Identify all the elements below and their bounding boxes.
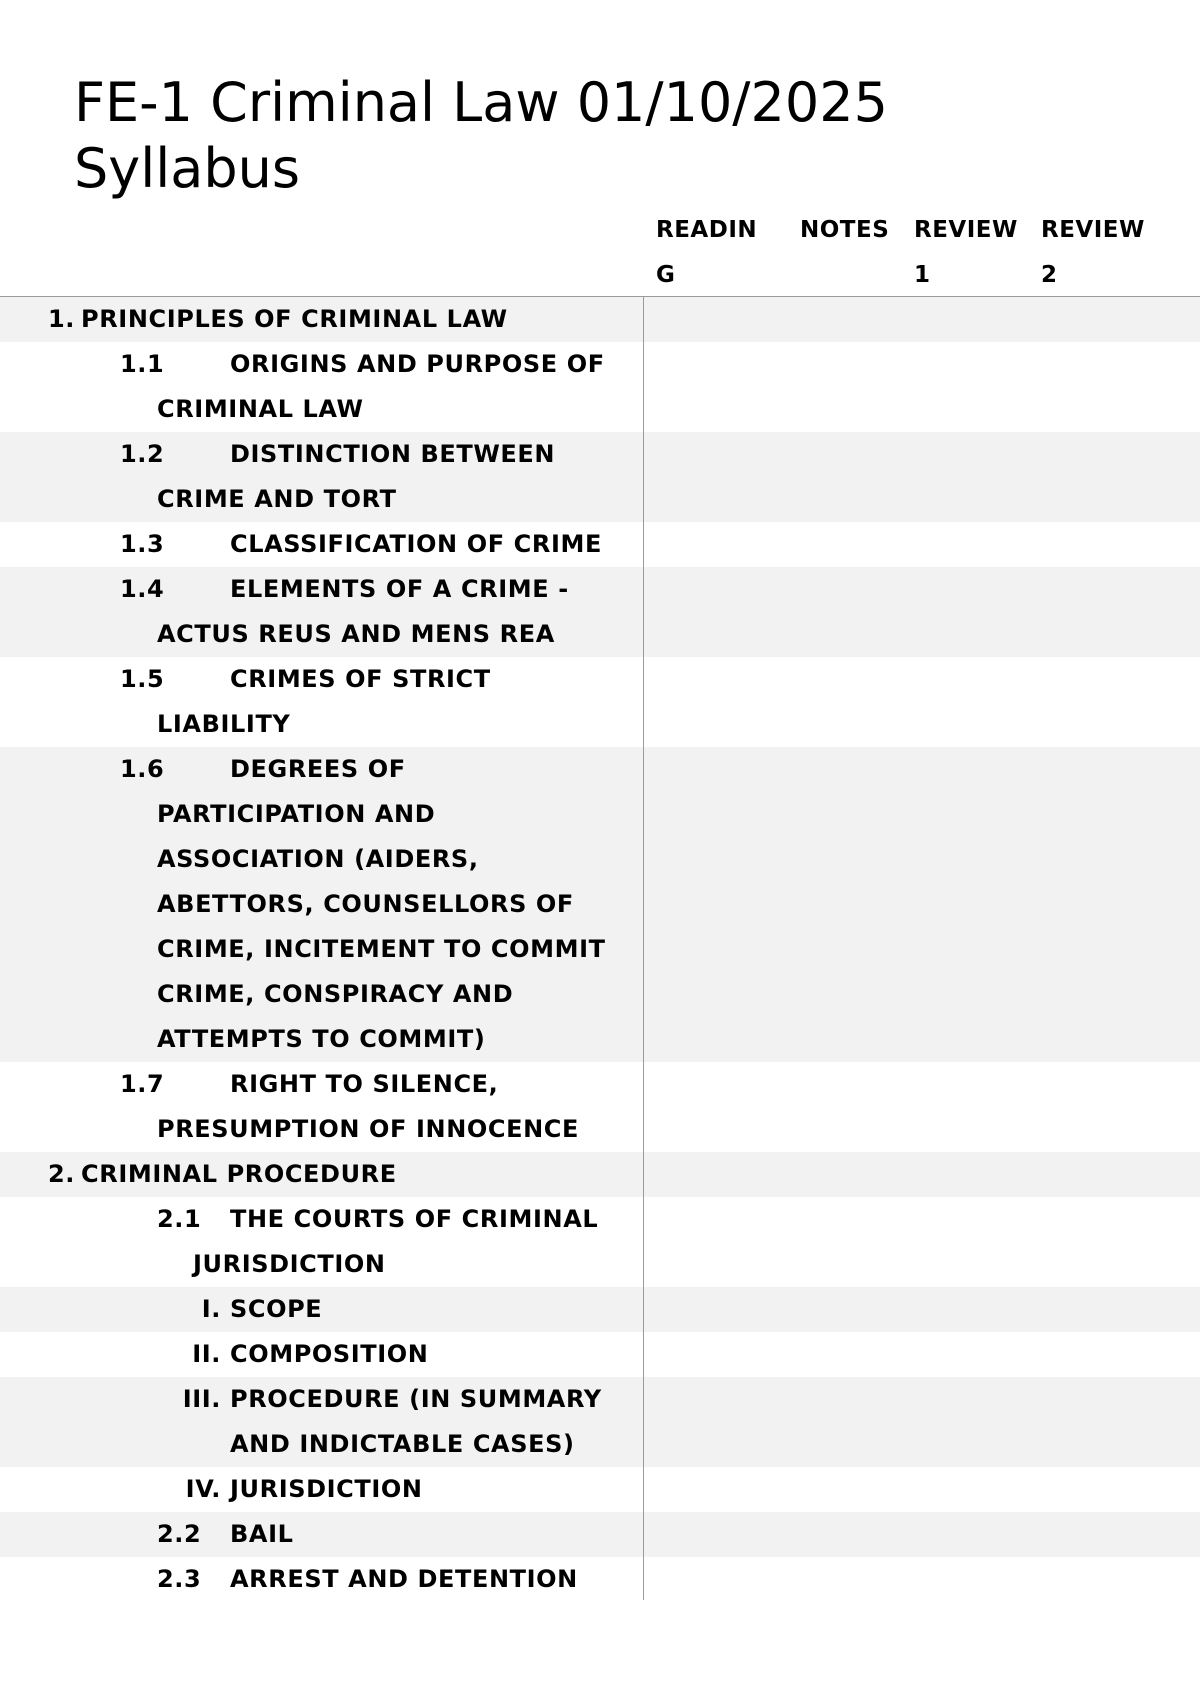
- table-row: [0, 432, 1200, 522]
- syllabus-item: [0, 1557, 643, 1602]
- item-text-line: COMPOSITION: [230, 1340, 429, 1368]
- item-text-line: JURISDICTION: [230, 1475, 423, 1503]
- subitem-number: III.: [182, 1385, 221, 1413]
- table-row: [0, 1377, 1200, 1467]
- item-number: 1.4: [120, 575, 165, 603]
- syllabus-item: [0, 342, 643, 432]
- section-heading: [0, 1152, 643, 1197]
- table-row: [0, 1152, 1200, 1197]
- item-text-line: RIGHT TO SILENCE,: [230, 1070, 499, 1098]
- section-title: PRINCIPLES OF CRIMINAL LAW: [81, 305, 508, 333]
- table-row: [0, 1512, 1200, 1557]
- table-row: [0, 747, 1200, 1062]
- syllabus-item: [0, 567, 643, 657]
- document-title: [74, 70, 1074, 202]
- item-text-line: ARREST AND DETENTION: [230, 1565, 578, 1593]
- item-number: 1.2: [120, 440, 165, 468]
- item-text-line: LIABILITY: [157, 710, 291, 738]
- section-heading: [0, 297, 643, 342]
- column-header-reading: READING: [656, 217, 758, 288]
- item-text-line: CRIMES OF STRICT: [230, 665, 491, 693]
- table-row: [0, 567, 1200, 657]
- item-text-line: BAIL: [230, 1520, 294, 1548]
- item-text-line: ASSOCIATION (AIDERS,: [157, 845, 479, 873]
- table-row: [0, 1062, 1200, 1152]
- section-title: CRIMINAL PROCEDURE: [81, 1160, 397, 1188]
- item-text-line: THE COURTS OF CRIMINAL: [230, 1205, 599, 1233]
- subitem-number: II.: [192, 1340, 221, 1368]
- table-row: [0, 1287, 1200, 1332]
- item-text-line: DEGREES OF: [230, 755, 406, 783]
- syllabus-item: [0, 1062, 643, 1152]
- syllabus-item: [0, 1197, 643, 1287]
- column-divider: [643, 297, 644, 1600]
- column-header-review-2: REVIEW 2: [1041, 217, 1145, 288]
- column-header-notes: NOTES: [800, 217, 890, 243]
- item-text-line: ACTUS REUS AND MENS REA: [157, 620, 555, 648]
- item-number: 1.5: [120, 665, 165, 693]
- syllabus-item: [0, 1512, 643, 1557]
- item-text-line: PROCEDURE (IN SUMMARY: [230, 1385, 602, 1413]
- table-row: [0, 1557, 1200, 1602]
- item-number: 2.2: [157, 1520, 202, 1548]
- table-row: [0, 522, 1200, 567]
- item-text-line: CLASSIFICATION OF CRIME: [230, 530, 602, 558]
- item-number: 2.3: [157, 1565, 202, 1593]
- table-row: [0, 657, 1200, 747]
- syllabus-subitem: [0, 1377, 643, 1467]
- subitem-number: I.: [201, 1295, 221, 1323]
- item-text-line: CRIME, CONSPIRACY AND: [157, 980, 514, 1008]
- item-number: 1.6: [120, 755, 165, 783]
- item-number: 2.1: [157, 1205, 202, 1233]
- syllabus-table: [0, 297, 1200, 1602]
- item-number: 1.3: [120, 530, 165, 558]
- table-row: [0, 1467, 1200, 1512]
- item-text-line: ABETTORS, COUNSELLORS OF: [157, 890, 574, 918]
- table-row: [0, 342, 1200, 432]
- item-text-line: JURISDICTION: [193, 1250, 386, 1278]
- syllabus-subitem: [0, 1467, 643, 1512]
- item-text-line: PARTICIPATION AND: [157, 800, 436, 828]
- section-number: 1.: [48, 305, 76, 333]
- item-text-line: ATTEMPTS TO COMMIT): [157, 1025, 486, 1053]
- title-line-2: Syllabus: [74, 137, 300, 200]
- subitem-number: IV.: [185, 1475, 221, 1503]
- table-row: [0, 1197, 1200, 1287]
- column-header-review-1: REVIEW 1: [914, 217, 1018, 288]
- syllabus-subitem: [0, 1332, 643, 1377]
- syllabus-item: [0, 747, 643, 1062]
- item-text-line: CRIMINAL LAW: [157, 395, 364, 423]
- syllabus-item: [0, 522, 643, 567]
- syllabus-item: [0, 432, 643, 522]
- item-number: 1.7: [120, 1070, 165, 1098]
- item-text-line: AND INDICTABLE CASES): [230, 1430, 575, 1458]
- syllabus-item: [0, 657, 643, 747]
- item-text-line: PRESUMPTION OF INNOCENCE: [157, 1115, 580, 1143]
- syllabus-subitem: [0, 1287, 643, 1332]
- title-line-1: FE-1 Criminal Law 01/10/2025: [74, 71, 888, 134]
- section-number: 2.: [48, 1160, 76, 1188]
- item-text-line: ELEMENTS OF A CRIME -: [230, 575, 569, 603]
- item-text-line: DISTINCTION BETWEEN: [230, 440, 556, 468]
- item-text-line: CRIME AND TORT: [157, 485, 397, 513]
- item-number: 1.1: [120, 350, 165, 378]
- table-row: [0, 297, 1200, 342]
- item-text-line: ORIGINS AND PURPOSE OF: [230, 350, 605, 378]
- item-text-line: CRIME, INCITEMENT TO COMMIT: [157, 935, 606, 963]
- table-row: [0, 1332, 1200, 1377]
- item-text-line: SCOPE: [230, 1295, 323, 1323]
